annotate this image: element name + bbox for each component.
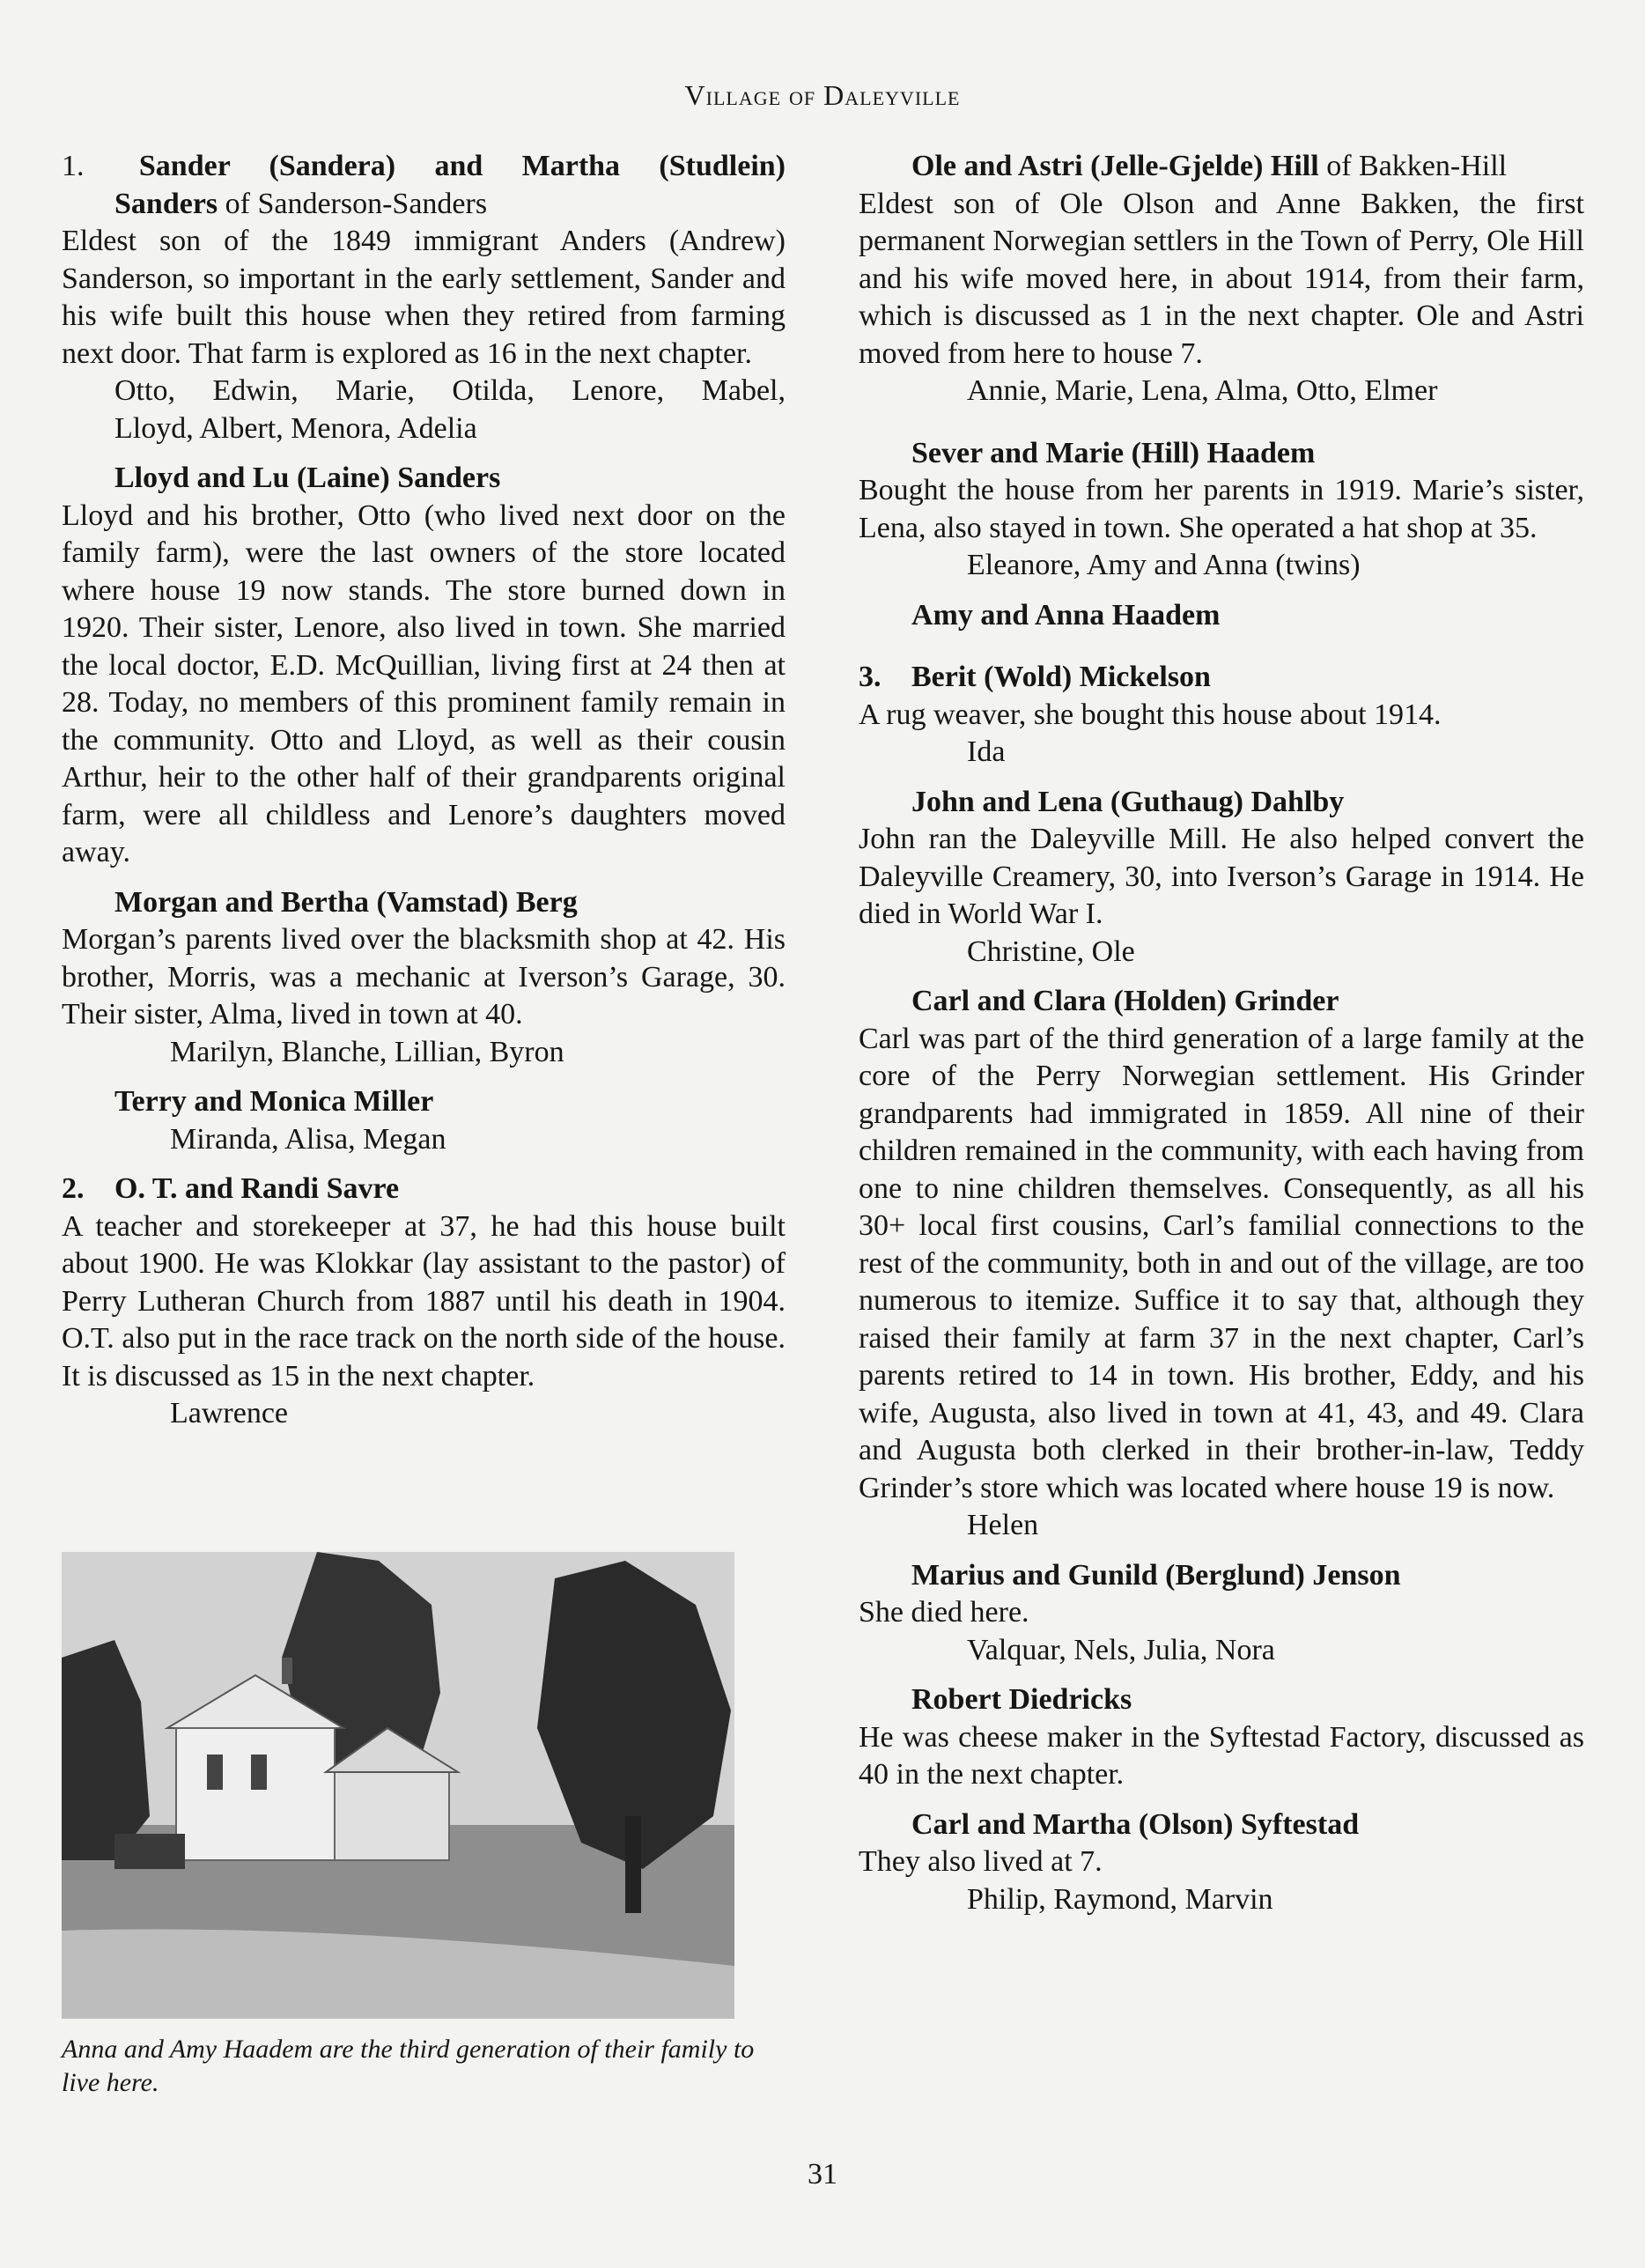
entry-body: A teacher and storekeeper at 37, he had this house built about 1900. He was Klokkar (lay assistant to the pastor) of Perry Lutheran Church from 1887 until his death in 1904. O.T. also put in the race track on the north side of the house. It is discussed as 15 in the next chapter.: [62, 1209, 786, 1393]
photo-caption: Anna and Amy Haadem are the third generation of their family to live here.: [62, 2035, 755, 2097]
house-photo-drawing: [62, 1552, 734, 2019]
entry-children: Annie, Marie, Lena, Alma, Otto, Elmer: [967, 374, 1438, 407]
entry-jenson: [859, 1557, 1584, 1670]
entry-body: Morgan’s parents lived over the blacksmith shop at 42. His brother, Morris, was a mechanic at Iverson’s Garage, 30. Their sister, Alma, lived in town at 40.: [62, 923, 786, 1031]
entry-children: Philip, Raymond, Marvin: [967, 1882, 1273, 1916]
heading-text: O. T. and Randi Savre: [114, 1172, 400, 1205]
photo-shrub: [114, 1834, 185, 1869]
entry-lloyd-sanders: [62, 460, 786, 872]
left-column: [62, 148, 786, 1433]
entry-number: 3.: [859, 661, 882, 693]
photo-house-wall: [176, 1728, 335, 1860]
running-header: Village of Daleyville: [684, 79, 961, 111]
entry-heading: Carl and Martha (Olson) Syftestad: [911, 1807, 1360, 1841]
entry-miller: [62, 1083, 786, 1158]
entry-children: Lawrence: [170, 1397, 289, 1430]
entry-children: Valquar, Nels, Julia, Nora: [967, 1633, 1275, 1666]
entry-children: Otto, Edwin, Marie, Otilda, Lenore, Mabel,: [114, 374, 786, 407]
entry-children: Eleanore, Amy and Anna (twins): [967, 549, 1361, 581]
right-column: [859, 148, 1584, 1918]
entry-heading: [62, 1171, 786, 1208]
entry-children: Christine, Ole: [967, 935, 1135, 968]
entry-body: They also lived at 7.: [859, 1845, 1103, 1878]
entry-mickelson: [859, 659, 1584, 772]
photo-chimney: [282, 1658, 292, 1684]
entry-body: Lloyd and his brother, Otto (who lived next door on the family farm), were the last owners of the store located where house 19 now stands. The store burned down in 1920. Their sister, Lenore, also lived in town. She married the local doctor, E.D. McQuillian, living first at 24 then at 28. Today, no members of this prominent family remain in the community. Otto and Lloyd, as well as their cousin Arthur, heir to the other half of their grandparents original farm, were all childless and Lenore’s daughters moved away.: [62, 499, 786, 868]
entry-heading: Terry and Monica Miller: [114, 1085, 434, 1118]
entry-body: He was cheese maker in the Syftestad Factory, discussed as 40 in the next chapter.: [859, 1720, 1584, 1791]
entry-heading: Lloyd and Lu (Laine) Sanders: [114, 462, 501, 494]
entry-heading: Robert Diedricks: [911, 1683, 1132, 1716]
entry-number: 1.: [62, 150, 85, 182]
heading-text: Berit (Wold) Mickelson: [911, 661, 1211, 693]
entry-berg: [62, 884, 786, 1072]
entry-children: Ida: [967, 735, 1006, 768]
house-photo: [62, 1552, 734, 2019]
entry-heading: Amy and Anna Haadem: [911, 598, 1221, 632]
entry-grinder: [859, 983, 1584, 1545]
entry-body: Eldest son of Ole Olson and Anne Bakken, the first permanent Norwegian settlers in the Town of Perry, Ole Hill and his wife moved here, in about 1914, from their farm, which is discussed as 1 in the next chapter. Ole and Astri moved from here to house 7.: [859, 187, 1584, 370]
entry-children: Miranda, Alisa, Megan: [170, 1122, 446, 1156]
entry-haadem: [859, 435, 1584, 585]
entry-dahlby: [859, 784, 1584, 971]
entry-children: Helen: [967, 1509, 1039, 1541]
photo-window: [207, 1755, 223, 1790]
entry-body: Carl was part of the third generation of a large family at the core of the Perry Norwegian settlement. His Grinder grandparents had immigrated in 1859. All nine of their children remained in the community, with each having from one to nine children themselves. Consequently, as all his 30+ local first cousins, Carl’s familial connections to the rest of the community, both in and out of the village, are too numerous to itemize. Suffice it to say that, although they raised their family at farm 37 in the next chapter, Carl’s parents retired to 14 in town. His brother, Eddy, and his wife, Augusta, also lived in town at 41, 43, and 49. Clara and Augusta both clerked in their brother-in-law, Teddy Grinder’s store which was located where house 19 is now.: [859, 1022, 1584, 1504]
entry-heading: Carl and Clara (Holden) Grinder: [911, 985, 1339, 1017]
entry-diedricks: [859, 1681, 1584, 1794]
entry-syftestad: [859, 1806, 1584, 1919]
photo-window: [251, 1755, 267, 1790]
entry-heading: [62, 148, 786, 186]
entry-haadem-twins: [859, 597, 1584, 635]
entry-children: Marilyn, Blanche, Lillian, Byron: [170, 1035, 564, 1068]
entry-hill: [859, 148, 1584, 410]
entry-body: A rug weaver, she bought this house about 1914.: [859, 698, 1442, 731]
photo-tree-trunk: [625, 1816, 641, 1913]
entry-heading: [859, 148, 1584, 186]
entry-heading-continued: [62, 186, 786, 224]
entry-body: She died here.: [859, 1596, 1029, 1629]
entry-body: John ran the Daleyville Mill. He also helped convert the Daleyville Creamery, 30, into Iverson’s Garage in 1914. He died in World War I.: [859, 823, 1584, 930]
entry-sanders: [62, 148, 786, 447]
entry-heading-line: Sander (Sandera) and Martha (Studlein): [138, 150, 786, 182]
heading-plain: of Bakken-Hill: [1318, 150, 1508, 182]
entry-number: 2.: [62, 1172, 85, 1205]
entry-savre: [62, 1171, 786, 1433]
entry-heading: Morgan and Bertha (Vamstad) Berg: [114, 885, 578, 919]
page-number: 31: [808, 2158, 837, 2190]
heading-plain: of Sanderson-Sanders: [218, 187, 488, 220]
heading-bold: Sanders: [114, 187, 218, 220]
entry-heading: [859, 659, 1584, 697]
photo-porch: [335, 1772, 449, 1860]
heading-bold: Ole and Astri (Jelle-Gjelde) Hill: [911, 150, 1319, 182]
entry-heading: John and Lena (Guthaug) Dahlby: [911, 785, 1345, 818]
entry-body: Eldest son of the 1849 immigrant Anders (Andrew) Sanderson, so important in the early settlement, Sander and his wife built this house when they retired from farming next door. That farm is explored as 16 in the next chapter.: [62, 225, 786, 370]
entry-heading: Sever and Marie (Hill) Haadem: [911, 436, 1316, 469]
entry-heading: Marius and Gunild (Berglund) Jenson: [911, 1558, 1401, 1592]
entry-body: Bought the house from her parents in 1919. Marie’s sister, Lena, also stayed in town. She operated a hat shop at 35.: [859, 474, 1584, 544]
entry-children-continued: Lloyd, Albert, Menora, Adelia: [114, 411, 477, 445]
